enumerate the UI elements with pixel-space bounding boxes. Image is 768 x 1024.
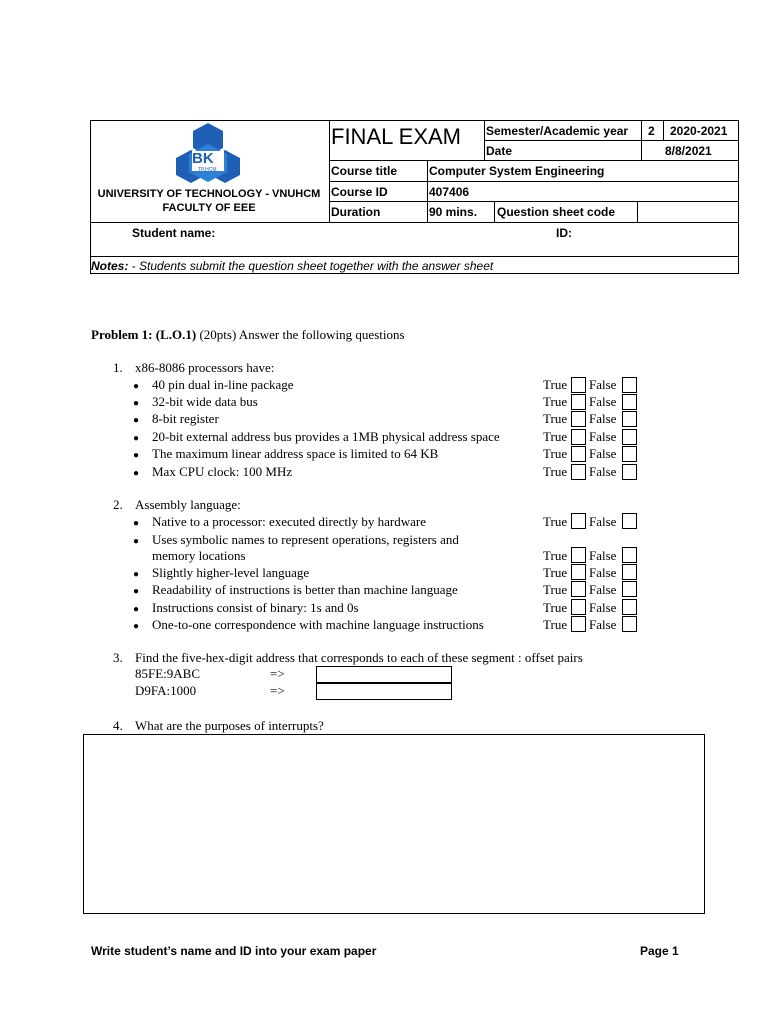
false-checkbox[interactable]	[622, 513, 637, 529]
q1-item: The maximum linear address space is limited to 64 KB	[152, 446, 439, 461]
true-checkbox[interactable]	[571, 564, 586, 580]
logo-text: BK	[192, 150, 214, 167]
false-checkbox[interactable]	[622, 547, 637, 563]
true-label: True	[543, 514, 568, 529]
true-label: True	[543, 411, 568, 426]
exam-title: FINAL EXAM	[331, 124, 461, 149]
notes-text: - Students submit the question sheet together with the answer sheet	[128, 259, 494, 273]
false-label: False	[589, 394, 617, 409]
problem-title-rest: (20pts) Answer the following questions	[196, 327, 405, 342]
university-name: UNIVERSITY OF TECHNOLOGY - VNUHCM	[97, 188, 321, 200]
divider	[494, 201, 495, 222]
divider	[329, 201, 739, 202]
q3-answer-field[interactable]	[316, 666, 452, 683]
q2-item: Instructions consist of binary: 1s and 0s	[152, 600, 359, 615]
false-checkbox[interactable]	[622, 599, 637, 615]
true-checkbox[interactable]	[571, 599, 586, 615]
true-checkbox[interactable]	[571, 429, 586, 445]
divider	[484, 140, 739, 141]
q1-item: 40 pin dual in-line package	[152, 377, 294, 392]
q4-number: 4.	[113, 718, 123, 733]
q2-item: Readability of instructions is better than machine language	[152, 582, 458, 597]
divider	[90, 256, 739, 257]
false-checkbox[interactable]	[622, 581, 637, 597]
bullet-icon: ●	[133, 468, 140, 479]
q3-arrow: =>	[270, 666, 285, 681]
false-checkbox[interactable]	[622, 394, 637, 410]
bullet-icon: ●	[133, 398, 140, 409]
q2-item: Uses symbolic names to represent operations, registers and	[152, 532, 459, 547]
page-number: Page 1	[640, 944, 679, 958]
q1-item: 32-bit wide data bus	[152, 394, 258, 409]
faculty-name: FACULTY OF EEE	[162, 202, 256, 214]
false-label: False	[589, 411, 617, 426]
course-title-label: Course title	[331, 164, 398, 178]
true-label: True	[543, 394, 568, 409]
footer-instruction: Write student’s name and ID into your exam paper	[91, 944, 377, 958]
divider	[663, 120, 664, 140]
false-label: False	[589, 514, 617, 529]
q3-number: 3.	[113, 650, 123, 665]
bullet-icon: ●	[133, 518, 140, 529]
student-name-label: Student name:	[132, 226, 216, 240]
bullet-icon: ●	[133, 621, 140, 632]
divider	[637, 201, 638, 222]
true-checkbox[interactable]	[571, 377, 586, 393]
notes-label: Notes:	[91, 259, 129, 273]
course-id-value: 407406	[429, 185, 470, 199]
divider	[427, 160, 428, 222]
false-label: False	[589, 464, 617, 479]
q2-item-continuation: memory locations	[152, 548, 246, 563]
false-checkbox[interactable]	[622, 446, 637, 462]
true-checkbox[interactable]	[571, 446, 586, 462]
false-label: False	[589, 429, 617, 444]
true-label: True	[543, 429, 568, 444]
bullet-icon: ●	[133, 450, 140, 461]
true-label: True	[543, 617, 568, 632]
question-sheet-code-label: Question sheet code	[497, 205, 616, 219]
bullet-icon: ●	[133, 569, 140, 580]
q1-item: 20-bit external address bus provides a 1MB physical address space	[152, 429, 500, 444]
bullet-icon: ●	[133, 415, 140, 426]
q3-arrow: =>	[270, 683, 285, 698]
q2-number: 2.	[113, 497, 123, 512]
true-label: True	[543, 582, 568, 597]
false-checkbox[interactable]	[622, 429, 637, 445]
bullet-icon: ●	[133, 604, 140, 615]
true-checkbox[interactable]	[571, 547, 586, 563]
academic-year-value: 2020-2021	[670, 124, 728, 138]
true-checkbox[interactable]	[571, 616, 586, 632]
q1-item: 8-bit register	[152, 411, 219, 426]
false-label: False	[589, 617, 617, 632]
problem-title	[91, 327, 405, 343]
course-title-value: Computer System Engineering	[429, 164, 605, 178]
bullet-icon: ●	[133, 433, 140, 444]
q2-item: One-to-one correspondence with machine language instructions	[152, 617, 484, 632]
false-checkbox[interactable]	[622, 564, 637, 580]
q2-item: Slightly higher-level language	[152, 565, 310, 580]
false-label: False	[589, 548, 617, 563]
true-label: True	[543, 600, 568, 615]
false-label: False	[589, 582, 617, 597]
false-label: False	[589, 446, 617, 461]
q4-stem: What are the purposes of interrupts?	[135, 718, 324, 733]
q3-address: 85FE:9ABC	[135, 666, 201, 681]
duration-value: 90 mins.	[429, 205, 478, 219]
true-checkbox[interactable]	[571, 581, 586, 597]
divider	[329, 120, 330, 222]
false-label: False	[589, 565, 617, 580]
q3-address: D9FA:1000	[135, 683, 197, 698]
bullet-icon: ●	[133, 536, 140, 547]
bullet-icon: ●	[133, 381, 140, 392]
divider	[329, 160, 739, 161]
q2-stem: Assembly language:	[135, 497, 241, 512]
true-checkbox[interactable]	[571, 411, 586, 427]
true-label: True	[543, 548, 568, 563]
false-label: False	[589, 600, 617, 615]
q3-answer-field[interactable]	[316, 683, 452, 700]
false-checkbox[interactable]	[622, 377, 637, 393]
divider	[329, 181, 739, 182]
semester-label: Semester/Academic year	[486, 124, 629, 138]
false-label: False	[589, 377, 617, 392]
date-value: 8/8/2021	[665, 144, 712, 158]
true-checkbox[interactable]	[571, 513, 586, 529]
true-checkbox[interactable]	[571, 464, 586, 480]
problem-title-bold: Problem 1: (L.O.1)	[91, 327, 197, 342]
false-checkbox[interactable]	[622, 464, 637, 480]
student-id-label: ID:	[556, 226, 572, 240]
q2-item: Native to a processor: executed directly by hardware	[152, 514, 426, 529]
q1-stem: x86-8086 processors have:	[135, 360, 275, 375]
semester-value: 2	[648, 124, 655, 138]
notes	[91, 259, 493, 273]
true-label: True	[543, 446, 568, 461]
q4-answer-area[interactable]	[83, 734, 705, 914]
true-label: True	[543, 464, 568, 479]
false-checkbox[interactable]	[622, 411, 637, 427]
date-label: Date	[486, 144, 513, 158]
true-checkbox[interactable]	[571, 394, 586, 410]
false-checkbox[interactable]	[622, 616, 637, 632]
logo-subtext: TP.HCM	[198, 167, 217, 173]
q1-number: 1.	[113, 360, 123, 375]
course-id-label: Course ID	[331, 185, 388, 199]
q1-item: Max CPU clock: 100 MHz	[152, 464, 293, 479]
q3-stem: Find the five-hex-digit address that corresponds to each of these segment : offset pairs	[135, 650, 583, 665]
duration-label: Duration	[331, 205, 381, 219]
divider	[90, 222, 739, 223]
true-label: True	[543, 377, 568, 392]
true-label: True	[543, 565, 568, 580]
bullet-icon: ●	[133, 586, 140, 597]
